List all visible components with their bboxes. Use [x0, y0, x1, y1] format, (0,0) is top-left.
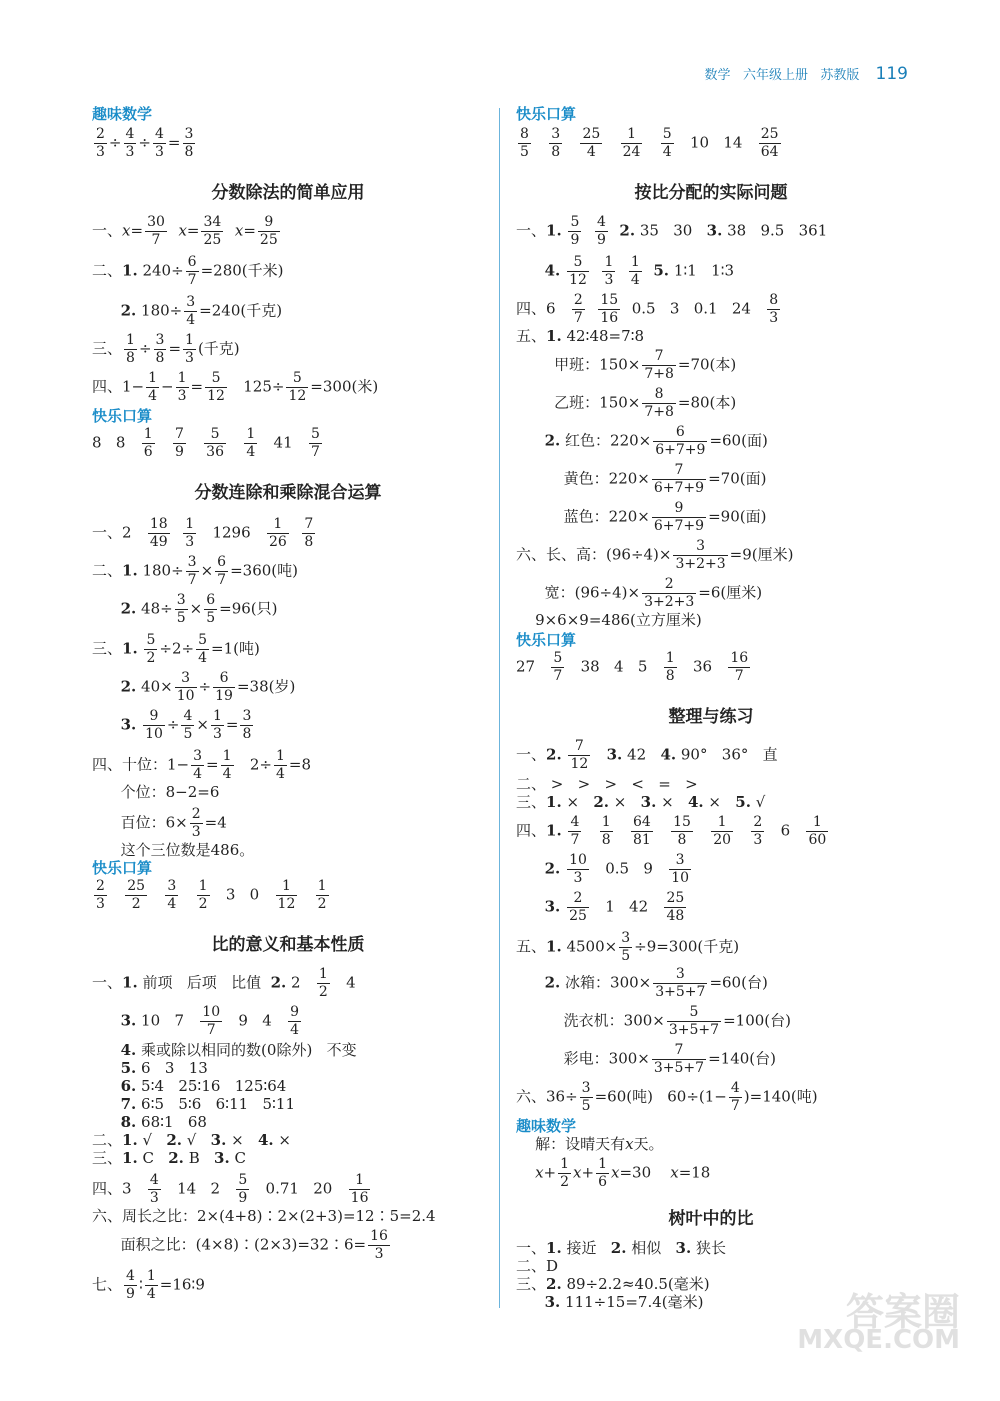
answer-line: 七、 $\frac{4}{9}$ ∶ $\frac{1}{4}$ =16∶9	[92, 1268, 205, 1302]
answer-line: 六、长、高：(96÷4)× $\frac{3}{3+2+3}$ =9(厘米)	[516, 538, 794, 572]
header-subject: 数学	[704, 68, 731, 83]
answer-line: 六、36÷ $\frac{3}{5}$ =60(吨) 60÷(1− $\frac{4}{7}$ )=140(吨)	[516, 1080, 818, 1114]
answer-line: 二、 > > > < = >	[516, 775, 698, 793]
answer-line: 一、1. 前项 后项 比值 2. 2 $\frac{1}{2}$ 4	[92, 966, 356, 1000]
column-divider	[499, 108, 500, 1308]
happy-calc-label: 快乐口算	[92, 859, 153, 877]
answer-line: 面积之比：(4×8)∶(2×3)=32∶6= $\frac{16}{3}$	[92, 1228, 388, 1262]
answer-line: 一、1. 接近 2. 相似 3. 狭长	[516, 1239, 726, 1257]
answer-line: 2. 48÷ $\frac{3}{5}$ × $\frac{6}{5}$ =96(只)	[120, 592, 278, 626]
answer-line: 3. $\frac{2}{25}$ 1 42 $\frac{25}{48}$	[544, 890, 685, 924]
answer-line: 6. 5∶4 25∶16 125∶64	[120, 1077, 287, 1095]
happy-calc-label: 快乐口算	[516, 105, 577, 123]
answer-line: $\frac{2}{3}$ ÷ $\frac{4}{3}$ ÷ $\frac{4}{3}$ = $\frac{3}{8}$	[96, 126, 194, 160]
happy-calc-label: 快乐口算	[92, 407, 153, 425]
answer-line: 3. 111÷15=7.4(毫米)	[544, 1293, 704, 1311]
answer-line: 三、1. × 2. × 3. × 4. × 5. √	[516, 793, 766, 811]
answer-line: 四、6 $\frac{2}{7}$ $\frac{15}{16}$ 0.5 3 0.1 24 $\frac{8}{3}$	[516, 292, 779, 326]
answer-line: 5. 6 3 13	[120, 1059, 208, 1077]
answer-line: 8. 68∶1 68	[120, 1113, 207, 1131]
answer-line: 二、D	[516, 1257, 559, 1275]
answer-line: 2. 180÷ $\frac{3}{4}$ =240(千克)	[120, 294, 283, 328]
answer-line: 2. 40× $\frac{3}{10}$ ÷ $\frac{6}{19}$ =38(岁)	[120, 670, 296, 704]
answer-line: 三、1. C 2. B 3. C	[92, 1149, 246, 1167]
answer-line: 乙班：150× $\frac{8}{7+8}$ =80(本)	[516, 386, 737, 420]
watermark-domain: MXQE.COM	[797, 1325, 960, 1355]
header-edition: 苏教版	[820, 68, 860, 83]
answer-line: 洗衣机：300× $\frac{5}{3+5+7}$ =100(台)	[516, 1004, 791, 1038]
answer-line: 一、1. $\frac{5}{9}$ $\frac{4}{9}$ 2. 35 30 3. 38 9.5 361	[516, 214, 828, 248]
answer-line: 四、1− $\frac{1}{4}$ − $\frac{1}{3}$ = $\frac{5}{12}$ 125÷ $\frac{5}{12}$ =300(米)	[92, 370, 379, 404]
fun-math-label: 趣味数学	[516, 1117, 577, 1135]
answer-line: $\frac{8}{5}$ $\frac{3}{8}$ $\frac{25}{4}$ $\frac{1}{24}$ $\frac{5}{4}$ 10 14 $\frac{25}{64}$	[520, 126, 779, 160]
answer-line: 27 $\frac{5}{7}$ 38 4 5 $\frac{1}{8}$ 36 $\frac{16}{7}$	[516, 650, 749, 684]
answer-line: 甲班：150× $\frac{7}{7+8}$ =70(本)	[516, 348, 737, 382]
answer-line: 8 8 $\frac{1}{6}$ $\frac{7}{9}$ $\frac{5}{36}$ $\frac{1}{4}$ 41 $\frac{5}{7}$	[92, 426, 320, 460]
answer-line: 4. $\frac{5}{12}$ $\frac{1}{3}$ $\frac{1}{4}$ 5. 1∶1 1∶3	[544, 254, 735, 288]
answer-line: 一、2 $\frac{18}{49}$ $\frac{1}{3}$ 1296 $\frac{1}{26}$ $\frac{7}{8}$	[92, 516, 314, 550]
answer-line: 三、2. 89÷2.2≈40.5(毫米)	[516, 1275, 710, 1293]
answer-line: 四、十位：1− $\frac{3}{4}$ = $\frac{1}{4}$ 2÷ $\frac{1}{4}$ =8	[92, 748, 312, 782]
answer-line: 3. $\frac{9}{10}$ ÷ $\frac{4}{5}$ × $\frac{1}{3}$ = $\frac{3}{8}$	[120, 708, 252, 742]
section-title: 按比分配的实际问题	[634, 183, 788, 203]
answer-line: 彩电：300× $\frac{7}{3+5+7}$ =140(台)	[516, 1042, 776, 1076]
page-number: 119	[875, 64, 908, 84]
happy-calc-label: 快乐口算	[516, 631, 577, 649]
answer-line: 一、2. $\frac{7}{12}$ 3. 42 4. 90° 36° 直	[516, 738, 778, 772]
answer-line: 二、1. 240÷ $\frac{6}{7}$ =280(千米)	[92, 254, 284, 288]
section-title: 分数连除和乘除混合运算	[194, 483, 382, 503]
answer-line: 个位：8−2=6	[92, 783, 220, 801]
section-title: 整理与练习	[668, 707, 754, 727]
answer-line: 六、周长之比：2×(4+8)∶2×(2+3)=12∶5=2.4	[92, 1207, 436, 1225]
answer-line: 2. 冰箱：300× $\frac{3}{3+5+7}$ =60(台)	[544, 966, 768, 1000]
answer-line: x+ $\frac{1}{2}$ x+ $\frac{1}{6}$ x=30 x=18	[535, 1156, 711, 1190]
answer-line: 解：设晴天有x天。	[516, 1135, 664, 1153]
answer-line: 三、 $\frac{1}{8}$ ÷ $\frac{3}{8}$ = $\frac{1}{3}$ (千克)	[92, 332, 240, 366]
watermark-text: 答案圈	[845, 1290, 960, 1334]
answer-line: 3. 10 7 $\frac{10}{7}$ 9 4 $\frac{9}{4}$	[120, 1004, 300, 1038]
answer-line: 一、x= $\frac{30}{7}$ x= $\frac{34}{25}$ x= $\frac{9}{25}$	[92, 214, 278, 248]
answer-line: 4. 乘或除以相同的数(0除外) 不变	[120, 1041, 357, 1059]
answer-line: 9×6×9=486(立方厘米)	[516, 611, 702, 629]
section-title: 分数除法的简单应用	[211, 183, 365, 203]
watermark-logo	[797, 1281, 970, 1361]
section-title: 比的意义和基本性质	[211, 935, 365, 955]
section-title: 树叶中的比	[668, 1209, 754, 1229]
page-header	[705, 64, 908, 84]
answer-line: 二、1. 180÷ $\frac{3}{7}$ × $\frac{6}{7}$ =360(吨)	[92, 554, 298, 588]
answer-line: 7. 6∶5 5∶6 6∶11 5∶11	[120, 1095, 296, 1113]
answer-line: 2. $\frac{10}{3}$ 0.5 9 $\frac{3}{10}$	[544, 852, 690, 886]
header-grade: 六年级上册	[742, 68, 808, 83]
answer-line: 三、1. $\frac{5}{2}$ ÷2÷ $\frac{5}{4}$ =1(吨)	[92, 632, 260, 666]
answer-line: 五、1. 42∶48=7∶8	[516, 327, 645, 345]
fun-math-label: 趣味数学	[92, 105, 153, 123]
answer-line: 四、3 $\frac{4}{3}$ 14 2 $\frac{5}{9}$ 0.71 20 $\frac{1}{16}$	[92, 1172, 369, 1206]
answer-line: 2. 红色：220× $\frac{6}{6+7+9}$ =60(面)	[544, 424, 768, 458]
answer-line: $\frac{2}{3}$ $\frac{25}{2}$ $\frac{3}{4}$ $\frac{1}{2}$ 3 0 $\frac{1}{12}$ $\frac{1}{2}$	[96, 878, 327, 912]
answer-line: 百位：6× $\frac{2}{3}$ =4	[92, 806, 227, 840]
answer-line: 黄色：220× $\frac{7}{6+7+9}$ =70(面)	[516, 462, 767, 496]
answer-line: 宽：(96÷4)× $\frac{2}{3+2+3}$ =6(厘米)	[516, 576, 763, 610]
answer-line: 四、1. $\frac{4}{7}$ $\frac{1}{8}$ $\frac{64}{81}$ $\frac{15}{8}$ $\frac{1}{20}$ $\frac{2}{3}$ 6 $\frac{1}{60}$	[516, 814, 827, 848]
answer-line: 五、1. 4500× $\frac{3}{5}$ ÷9=300(千克)	[516, 930, 740, 964]
answer-line: 蓝色：220× $\frac{9}{6+7+9}$ =90(面)	[516, 500, 767, 534]
answer-line: 二、1. √ 2. √ 3. × 4. ×	[92, 1131, 291, 1149]
answer-line: 这个三位数是486。	[92, 841, 255, 859]
